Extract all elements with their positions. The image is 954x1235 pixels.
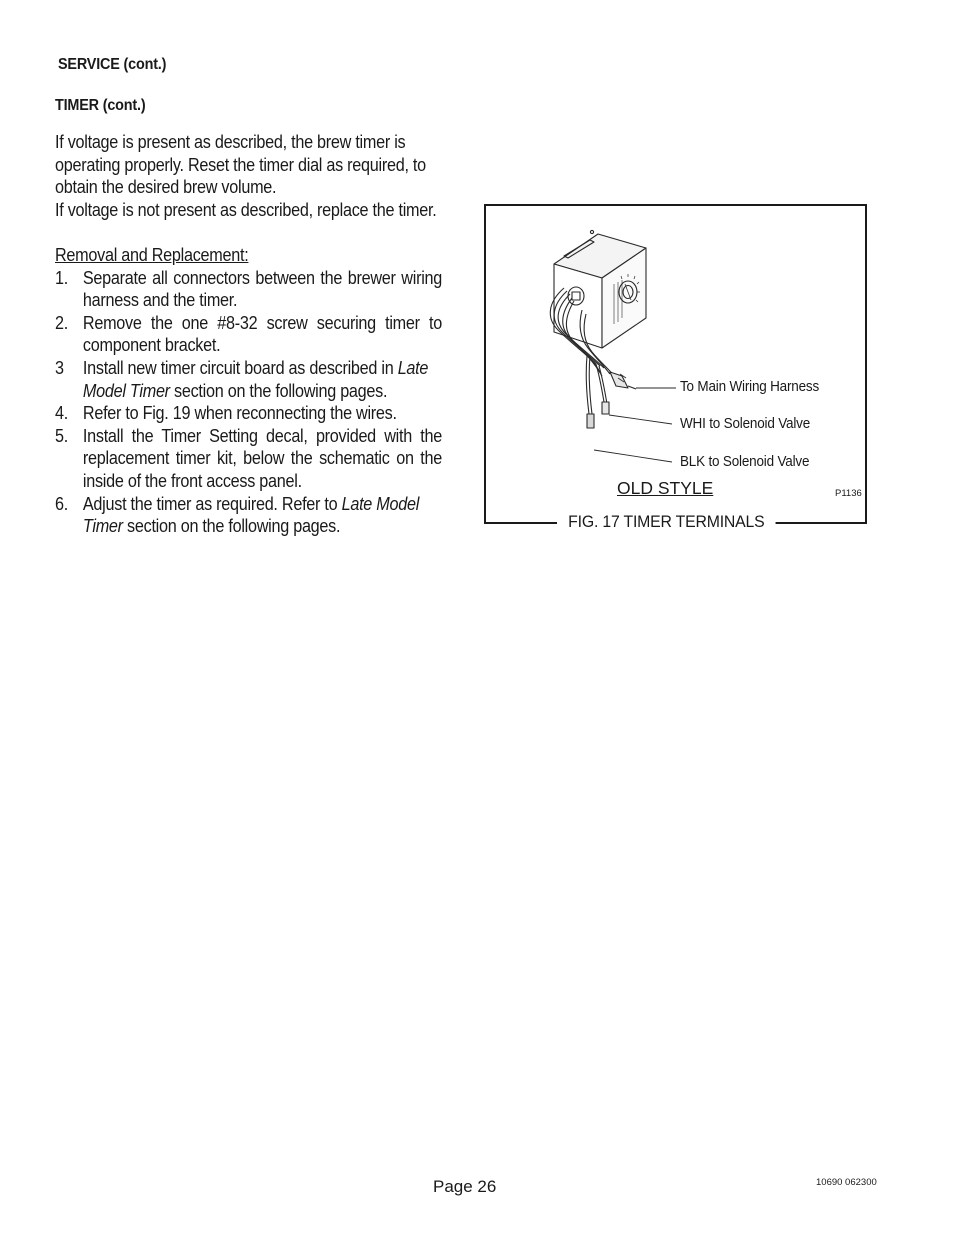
figure-caption: FIG. 17 TIMER TERMINALS bbox=[557, 512, 776, 532]
list-item bbox=[55, 493, 442, 538]
page-number: Page 26 bbox=[433, 1177, 497, 1196]
step-text-after: section on the following pages. bbox=[122, 516, 341, 537]
step-text-before: Install new timer circuit board as described in bbox=[82, 357, 398, 378]
step-text-after: section on the following pages. bbox=[169, 380, 388, 401]
step-text-italic: Late Model Timer bbox=[82, 357, 429, 401]
intro-paragraph-2: If voltage is not present as described, replace the timer. bbox=[55, 199, 437, 220]
list-item bbox=[55, 267, 442, 312]
step-number: 1. bbox=[55, 267, 68, 288]
callout-main-harness: To Main Wiring Harness bbox=[680, 379, 820, 395]
step-text: Refer to Fig. 19 when reconnecting the wires. bbox=[82, 403, 397, 424]
old-style-label: OLD STYLE bbox=[617, 478, 714, 498]
list-item bbox=[55, 357, 442, 402]
list-item bbox=[55, 425, 442, 493]
intro-paragraph-1: If voltage is present as described, the brew timer is operating properly. Reset the timer dial as required, to obtain the desired brew volume. bbox=[55, 132, 426, 198]
step-text: Install the Timer Setting decal, provided with the replacement timer kit, below the schematic on the inside of the front access panel. bbox=[82, 425, 443, 491]
step-text: Separate all connectors between the brewer wiring harness and the timer. bbox=[82, 267, 443, 311]
subsection-heading: TIMER (cont.) bbox=[55, 97, 146, 114]
document-code: 10690 062300 bbox=[816, 1177, 877, 1188]
figure-ref-code: P1136 bbox=[835, 488, 862, 499]
step-text: Remove the one #8-32 screw securing timer to component bracket. bbox=[82, 312, 443, 356]
step-number: 2. bbox=[55, 312, 68, 333]
list-item bbox=[55, 402, 442, 425]
list-item bbox=[55, 312, 442, 357]
step-number: 4. bbox=[55, 403, 68, 424]
callout-whi-solenoid: WHI to Solenoid Valve bbox=[680, 416, 811, 432]
step-text-before: Adjust the timer as required. Refer to bbox=[82, 493, 342, 514]
step-text-italic: Late Model Timer bbox=[82, 493, 420, 537]
step-number: 3 bbox=[55, 357, 64, 378]
step-text bbox=[83, 357, 442, 402]
step-number: 6. bbox=[55, 493, 68, 514]
step-text bbox=[83, 493, 442, 538]
section-heading: SERVICE (cont.) bbox=[58, 56, 167, 73]
removal-heading: Removal and Replacement: bbox=[55, 244, 249, 265]
body-text bbox=[55, 131, 442, 538]
step-number: 5. bbox=[55, 425, 68, 446]
callout-blk-solenoid: BLK to Solenoid Valve bbox=[680, 454, 810, 470]
